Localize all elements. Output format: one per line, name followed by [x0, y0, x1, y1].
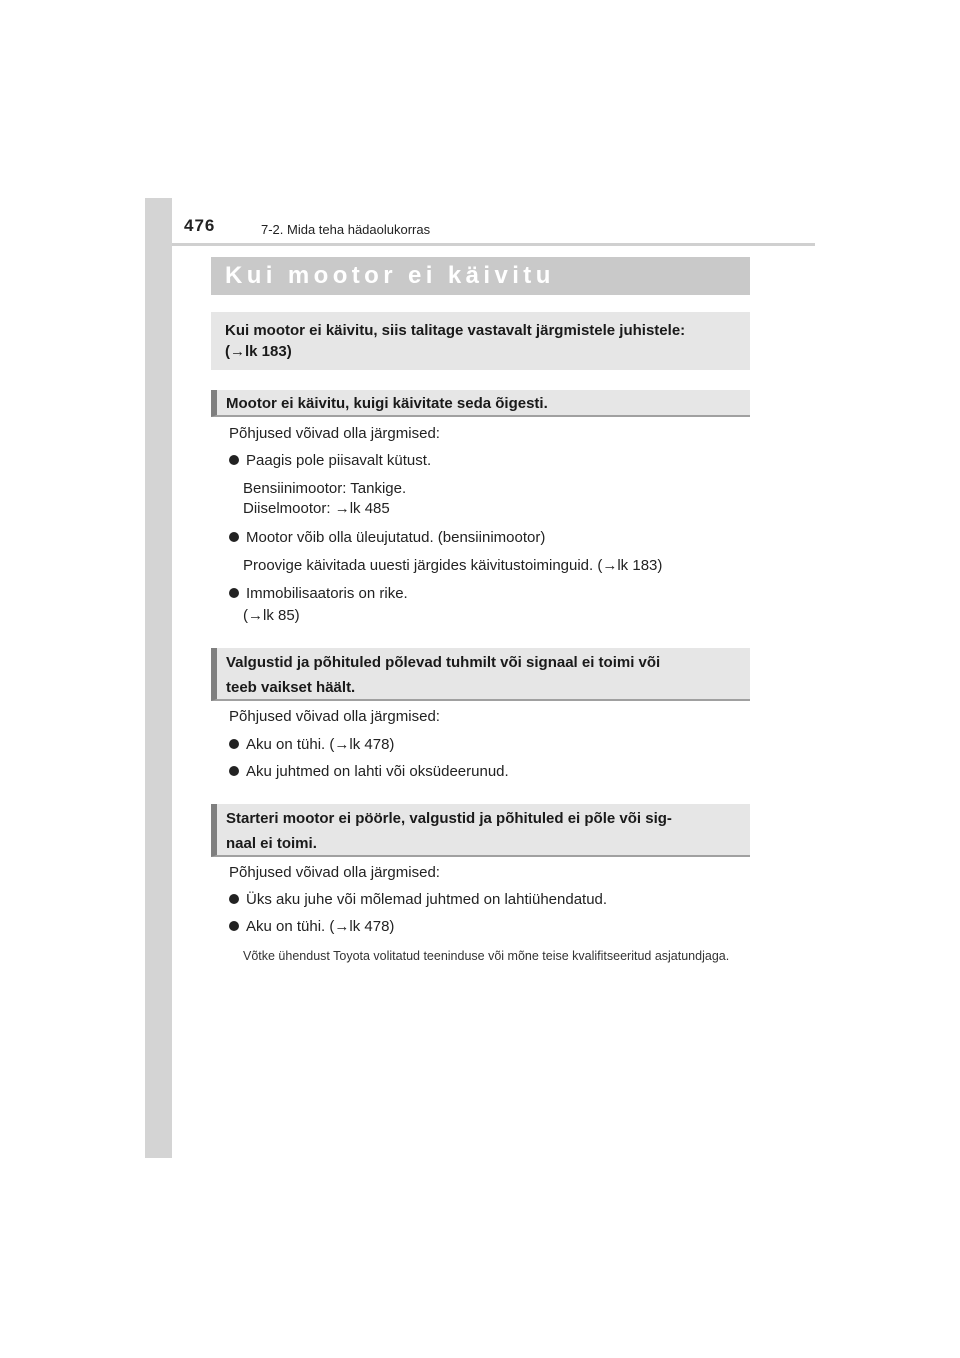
section1-bullet-1-sub-2: Diiselmootor: →lk 485 [243, 500, 390, 517]
section1-lead: Põhjused võivad olla järgmised: [229, 425, 440, 442]
section3-heading-line-2: naal ei toimi. [226, 835, 317, 852]
bullet-text: Paagis pole piisavalt kütust. [246, 452, 432, 469]
section3-bullet-1 [229, 891, 607, 909]
bullet-dot-icon [229, 921, 239, 931]
section2-lead: Põhjused võivad olla järgmised: [229, 708, 440, 725]
page-title: Kui mootor ei käivitu [225, 262, 555, 289]
section3-bullet-2 [229, 918, 394, 936]
section1-heading: Mootor ei käivitu, kuigi käivitate seda õigesti. [211, 390, 750, 417]
section3-note: Võtke ühendust Toyota volitatud teeninduse või mõne teise kvalifitseeritud asjatundjaga. [243, 949, 730, 963]
section3-heading [211, 804, 750, 857]
intro-box [211, 312, 750, 370]
header-divider [172, 243, 815, 246]
page-title-bar [211, 257, 750, 295]
section1-bullet-2 [229, 529, 545, 547]
section2-heading-line-1: Valgustid ja põhituled põlevad tuhmilt või signaal ei toimi või [226, 654, 661, 671]
intro-line-1: Kui mootor ei käivitu, siis talitage vastavalt järgmistele juhistele: [225, 322, 686, 339]
bullet-text: Üks aku juhe või mõlemad juhtmed on lahtiühendatud. [246, 891, 608, 908]
section-breadcrumb: 7-2. Mida teha hädaolukorras [261, 222, 431, 237]
section2-heading [211, 648, 750, 701]
bullet-dot-icon [229, 739, 239, 749]
bullet-text: Aku juhtmed on lahti või oksüdeerunud. [246, 763, 509, 780]
bullet-text: Aku on tühi. (→lk 478) [246, 918, 395, 935]
intro-line-2: (→lk 183) [225, 343, 292, 360]
bullet-text: Aku on tühi. (→lk 478) [246, 736, 395, 753]
page-number: 476 [184, 216, 216, 235]
section1-bullet-1-sub-1: Bensiinimootor: Tankige. [243, 480, 407, 497]
bullet-dot-icon [229, 588, 239, 598]
chapter-sidebar-strip [145, 198, 172, 1158]
section2-bullet-1 [229, 736, 394, 754]
section2-bullet-2 [229, 763, 509, 781]
bullet-dot-icon [229, 455, 239, 465]
bullet-dot-icon [229, 766, 239, 776]
section3-heading-line-1: Starteri mootor ei pöörle, valgustid ja põhituled ei põle või sig- [226, 810, 672, 827]
bullet-dot-icon [229, 532, 239, 542]
section1-bullet-3 [229, 585, 408, 603]
section1-bullet-3-sub-1: (→lk 85) [243, 607, 300, 624]
section1-bullet-1 [229, 452, 431, 470]
bullet-text: Mootor võib olla üleujutatud. (bensiinimootor) [246, 529, 546, 546]
bullet-text: Immobilisaatoris on rike. [246, 585, 408, 602]
section1-bullet-2-sub-1: Proovige käivitada uuesti järgides käivitustoiminguid. (→lk 183) [243, 557, 663, 574]
bullet-dot-icon [229, 894, 239, 904]
section3-lead: Põhjused võivad olla järgmised: [229, 864, 440, 881]
section2-heading-line-2: teeb vaikset häält. [226, 679, 356, 696]
